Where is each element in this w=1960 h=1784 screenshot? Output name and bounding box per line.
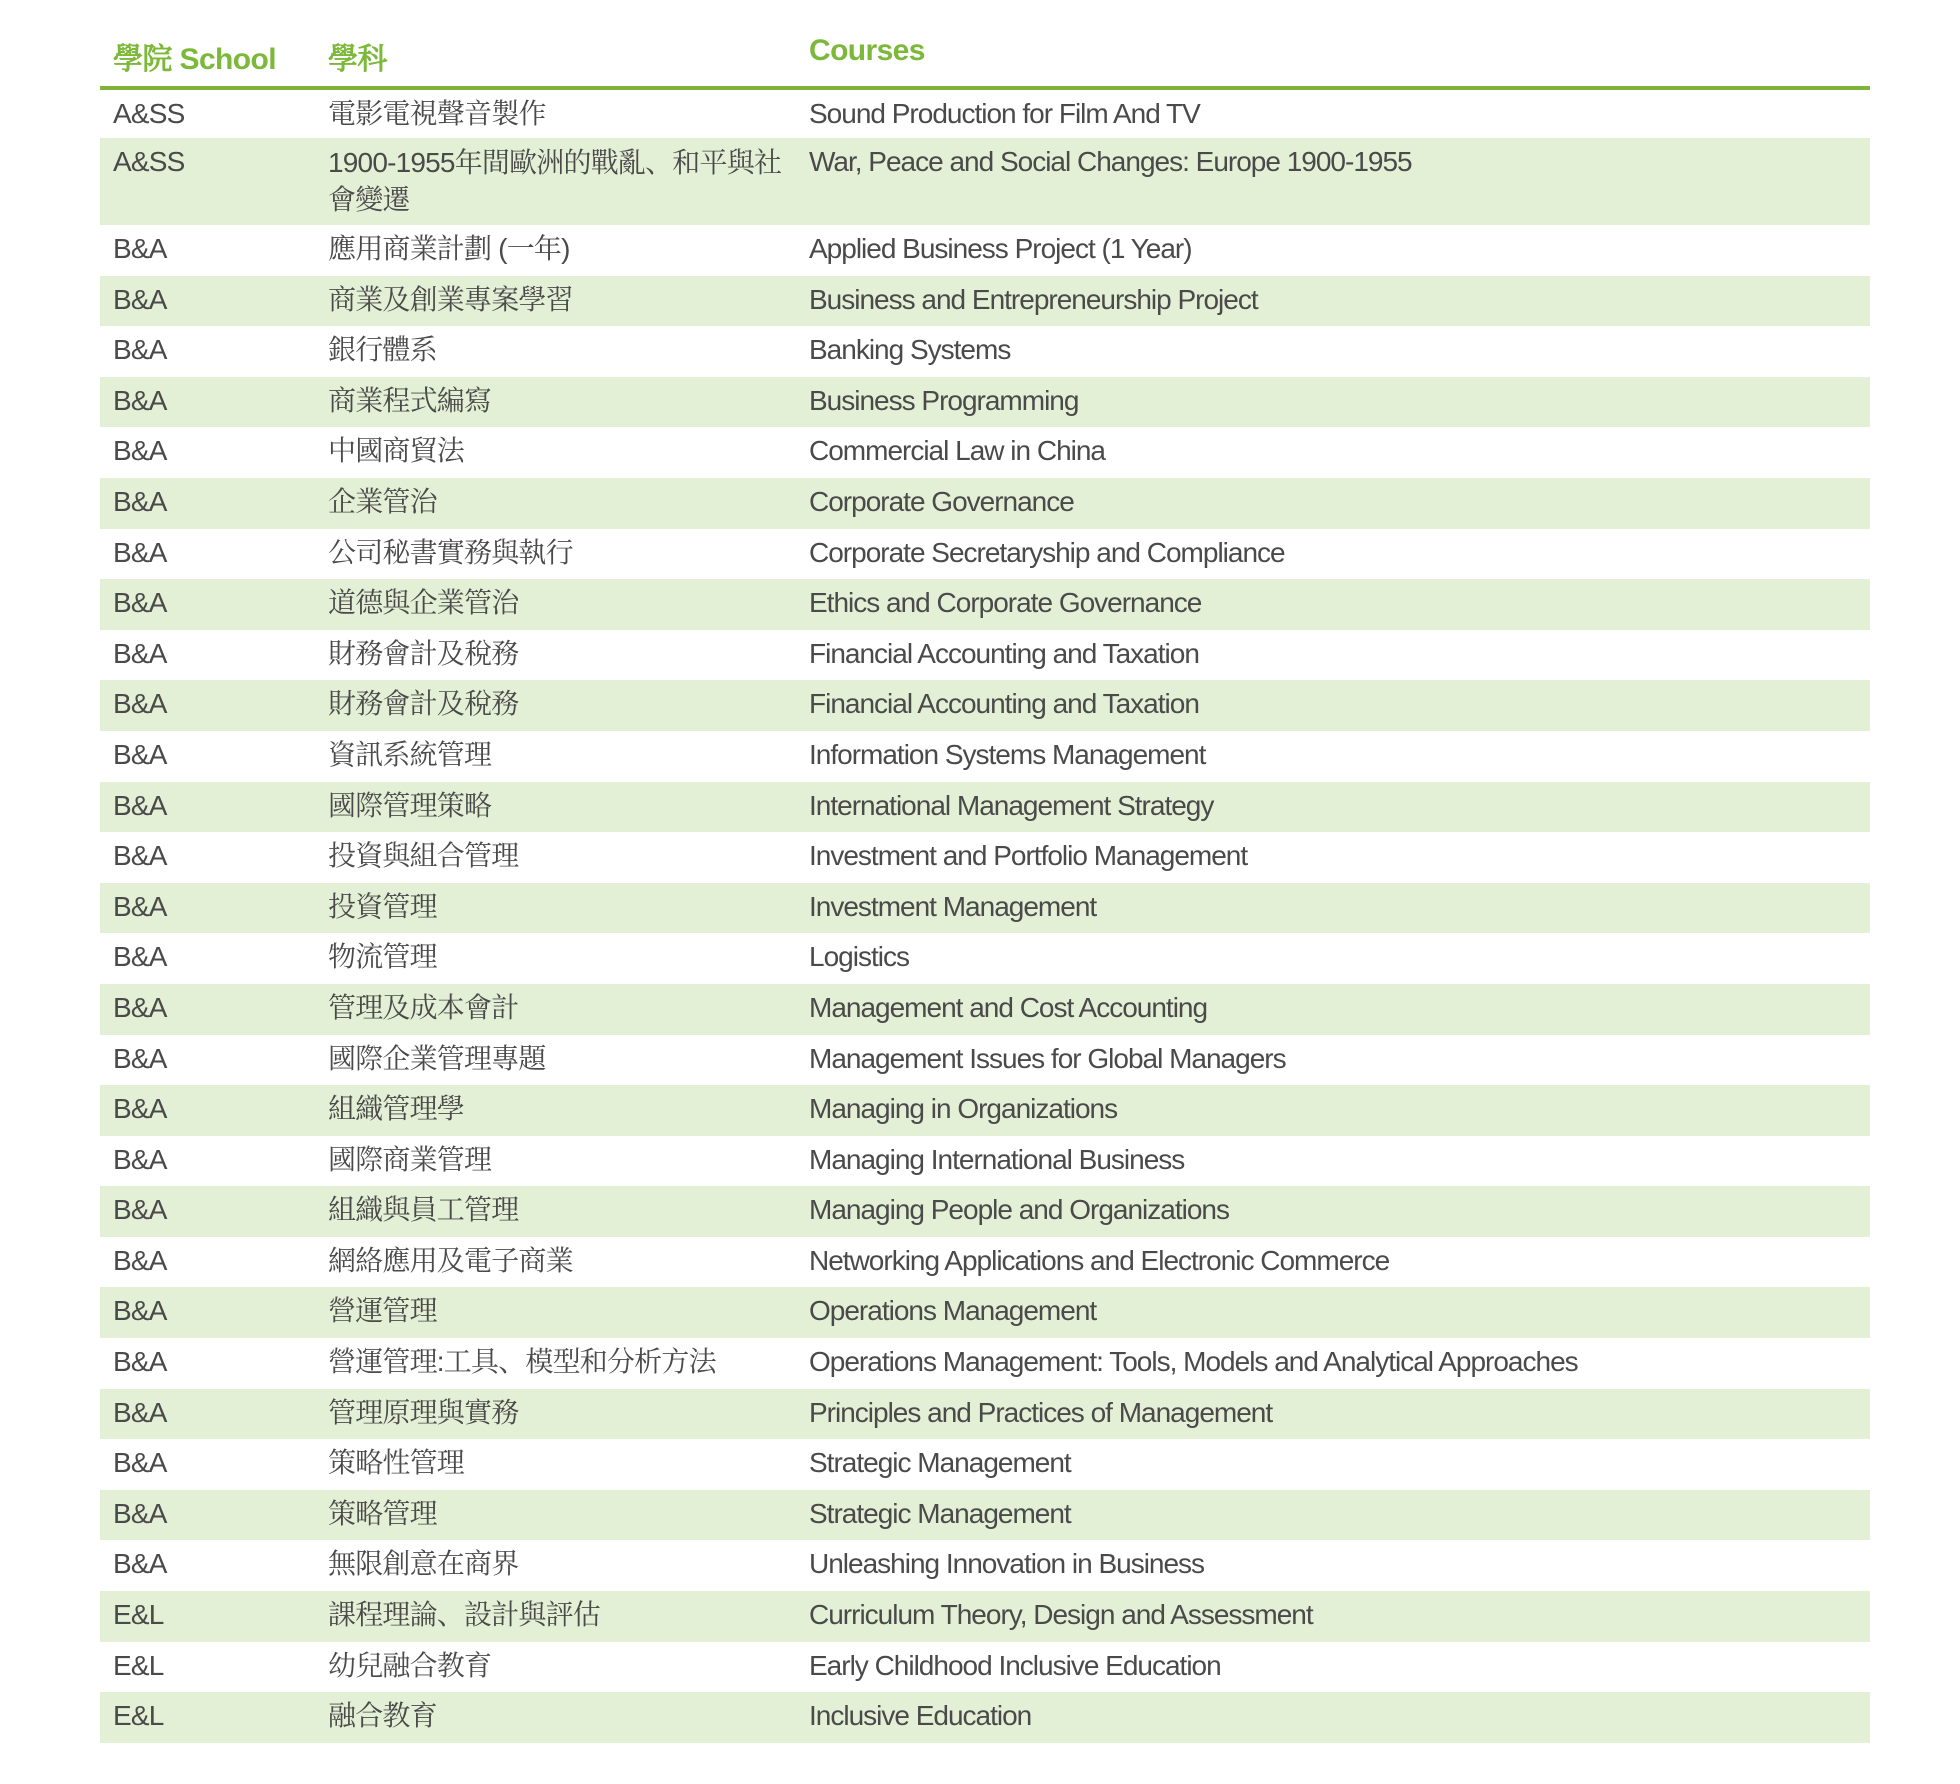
cell-school: B&A bbox=[113, 1244, 167, 1276]
table-row bbox=[100, 1338, 1870, 1389]
table-row bbox=[100, 276, 1870, 327]
cell-course: Applied Business Project (1 Year) bbox=[809, 233, 1192, 264]
cell-school: B&A bbox=[113, 1346, 167, 1378]
table-row bbox=[100, 680, 1870, 731]
cell-course: Investment and Portfolio Management bbox=[809, 840, 1248, 872]
table-row bbox=[100, 427, 1870, 478]
cell-subject: 商業程式編寫 bbox=[328, 384, 492, 416]
cell-course: War, Peace and Social Changes: Europe 1900-1955 bbox=[809, 146, 1412, 177]
cell-school: B&A bbox=[113, 637, 167, 669]
cell-subject: 策略性管理 bbox=[328, 1447, 465, 1479]
cell-subject: 無限創意在商界 bbox=[328, 1548, 519, 1580]
cell-course: Management Issues for Global Managers bbox=[809, 1042, 1286, 1074]
courses-table bbox=[100, 0, 1870, 1743]
cell-school: B&A bbox=[113, 283, 167, 315]
table-row bbox=[100, 1237, 1870, 1288]
cell-subject: 投資管理 bbox=[328, 890, 437, 922]
cell-course: Strategic Management bbox=[809, 1447, 1071, 1479]
cell-school: B&A bbox=[113, 1396, 167, 1428]
header-school: 學院 School bbox=[113, 43, 276, 76]
cell-school: B&A bbox=[113, 941, 167, 973]
cell-school: B&A bbox=[113, 435, 167, 467]
cell-course: Investment Management bbox=[809, 890, 1097, 922]
table-row bbox=[100, 1085, 1870, 1136]
cell-subject: 營運管理:工具、模型和分析方法 bbox=[328, 1346, 716, 1378]
table-row bbox=[100, 984, 1870, 1035]
table-row bbox=[100, 579, 1870, 630]
cell-school: B&A bbox=[113, 334, 167, 366]
cell-subject: 公司秘書實務與執行 bbox=[328, 536, 573, 568]
cell-course: Management and Cost Accounting bbox=[809, 991, 1208, 1023]
cell-subject: 課程理論、設計與評估 bbox=[328, 1599, 601, 1631]
cell-course: Early Childhood Inclusive Education bbox=[809, 1649, 1221, 1681]
cell-school: B&A bbox=[113, 1143, 167, 1175]
cell-school: E&L bbox=[113, 1599, 164, 1631]
table-row bbox=[100, 933, 1870, 984]
cell-course: Operations Management bbox=[809, 1295, 1097, 1327]
table-row bbox=[100, 1591, 1870, 1642]
table-row bbox=[100, 377, 1870, 428]
cell-course: Principles and Practices of Management bbox=[809, 1396, 1273, 1428]
cell-school: A&SS bbox=[113, 98, 185, 129]
table-row bbox=[100, 529, 1870, 580]
cell-school: B&A bbox=[113, 1194, 167, 1226]
header-courses: Courses bbox=[809, 34, 925, 67]
table-row bbox=[100, 1287, 1870, 1338]
table-row bbox=[100, 326, 1870, 377]
cell-course: Financial Accounting and Taxation bbox=[809, 637, 1199, 669]
cell-course: Business Programming bbox=[809, 384, 1079, 416]
cell-school: B&A bbox=[113, 1497, 167, 1529]
cell-course: Strategic Management bbox=[809, 1497, 1071, 1529]
cell-course: Managing International Business bbox=[809, 1143, 1185, 1175]
table-row bbox=[100, 1136, 1870, 1187]
cell-course: Commercial Law in China bbox=[809, 435, 1106, 467]
cell-course: Curriculum Theory, Design and Assessment bbox=[809, 1599, 1313, 1631]
cell-school: B&A bbox=[113, 1295, 167, 1327]
cell-course: Operations Management: Tools, Models and Analytical Approaches bbox=[809, 1346, 1578, 1378]
table-row bbox=[100, 225, 1870, 276]
cell-school: B&A bbox=[113, 1042, 167, 1074]
cell-course: International Management Strategy bbox=[809, 789, 1214, 821]
table-row bbox=[100, 782, 1870, 833]
cell-course: Business and Entrepreneurship Project bbox=[809, 283, 1258, 315]
cell-subject: 1900-1955年間歐洲的戰亂、和平與社會變遷 bbox=[328, 147, 782, 215]
cell-subject: 物流管理 bbox=[328, 941, 437, 973]
cell-subject: 國際管理策略 bbox=[328, 789, 492, 821]
cell-subject: 組織管理學 bbox=[328, 1093, 465, 1125]
cell-subject: 商業及創業專案學習 bbox=[328, 283, 573, 315]
cell-course: Corporate Secretaryship and Compliance bbox=[809, 536, 1285, 568]
table-row bbox=[100, 90, 1870, 138]
cell-subject: 財務會計及稅務 bbox=[328, 637, 519, 669]
cell-school: B&A bbox=[113, 1447, 167, 1479]
cell-course: Information Systems Management bbox=[809, 738, 1206, 770]
table-row bbox=[100, 1540, 1870, 1591]
cell-course: Ethics and Corporate Governance bbox=[809, 587, 1202, 619]
cell-course: Managing in Organizations bbox=[809, 1093, 1118, 1125]
cell-course: Managing People and Organizations bbox=[809, 1194, 1229, 1226]
cell-course: Logistics bbox=[809, 941, 909, 973]
cell-subject: 融合教育 bbox=[328, 1700, 437, 1732]
cell-subject: 組織與員工管理 bbox=[328, 1194, 519, 1226]
table-row bbox=[100, 832, 1870, 883]
table-row bbox=[100, 1439, 1870, 1490]
table-row bbox=[100, 1642, 1870, 1693]
cell-subject: 網絡應用及電子商業 bbox=[328, 1244, 573, 1276]
cell-subject: 投資與組合管理 bbox=[328, 840, 519, 872]
cell-course: Sound Production for Film And TV bbox=[809, 98, 1200, 129]
cell-school: E&L bbox=[113, 1649, 164, 1681]
table-row bbox=[100, 1692, 1870, 1743]
cell-course: Banking Systems bbox=[809, 334, 1011, 366]
cell-course: Corporate Governance bbox=[809, 485, 1074, 517]
cell-course: Inclusive Education bbox=[809, 1700, 1032, 1732]
cell-subject: 營運管理 bbox=[328, 1295, 437, 1327]
cell-school: B&A bbox=[113, 233, 167, 264]
header-subject: 學科 bbox=[328, 43, 387, 76]
cell-subject: 國際商業管理 bbox=[328, 1143, 492, 1175]
table-row bbox=[100, 1389, 1870, 1440]
cell-school: B&A bbox=[113, 536, 167, 568]
table-row bbox=[100, 1035, 1870, 1086]
cell-school: B&A bbox=[113, 840, 167, 872]
table-row bbox=[100, 1186, 1870, 1237]
cell-subject: 策略管理 bbox=[328, 1497, 437, 1529]
cell-school: B&A bbox=[113, 890, 167, 922]
cell-course: Financial Accounting and Taxation bbox=[809, 688, 1199, 720]
cell-subject: 管理及成本會計 bbox=[328, 991, 519, 1023]
table-row bbox=[100, 478, 1870, 529]
cell-school: B&A bbox=[113, 688, 167, 720]
cell-course: Networking Applications and Electronic Commerce bbox=[809, 1244, 1390, 1276]
table-row bbox=[100, 1490, 1870, 1541]
cell-school: E&L bbox=[113, 1700, 164, 1732]
cell-school: A&SS bbox=[113, 146, 185, 177]
table-row bbox=[100, 883, 1870, 934]
table-row bbox=[100, 630, 1870, 681]
cell-subject: 管理原理與實務 bbox=[328, 1396, 519, 1428]
cell-subject: 電影電視聲音製作 bbox=[328, 98, 546, 129]
cell-subject: 國際企業管理專題 bbox=[328, 1042, 546, 1074]
cell-course: Unleashing Innovation in Business bbox=[809, 1548, 1205, 1580]
cell-subject: 資訊系統管理 bbox=[328, 738, 492, 770]
cell-subject: 銀行體系 bbox=[328, 334, 437, 366]
cell-subject: 財務會計及稅務 bbox=[328, 688, 519, 720]
cell-subject: 中國商貿法 bbox=[328, 435, 465, 467]
cell-school: B&A bbox=[113, 384, 167, 416]
table-header bbox=[100, 0, 1870, 90]
cell-subject: 企業管治 bbox=[328, 485, 437, 517]
cell-school: B&A bbox=[113, 485, 167, 517]
cell-school: B&A bbox=[113, 789, 167, 821]
cell-subject: 幼兒融合教育 bbox=[328, 1649, 492, 1681]
cell-subject: 應用商業計劃 (一年) bbox=[328, 233, 570, 264]
cell-school: B&A bbox=[113, 1548, 167, 1580]
cell-school: B&A bbox=[113, 587, 167, 619]
table-row bbox=[100, 138, 1870, 225]
cell-school: B&A bbox=[113, 991, 167, 1023]
cell-school: B&A bbox=[113, 738, 167, 770]
table-row bbox=[100, 731, 1870, 782]
cell-school: B&A bbox=[113, 1093, 167, 1125]
cell-subject: 道德與企業管治 bbox=[328, 587, 519, 619]
